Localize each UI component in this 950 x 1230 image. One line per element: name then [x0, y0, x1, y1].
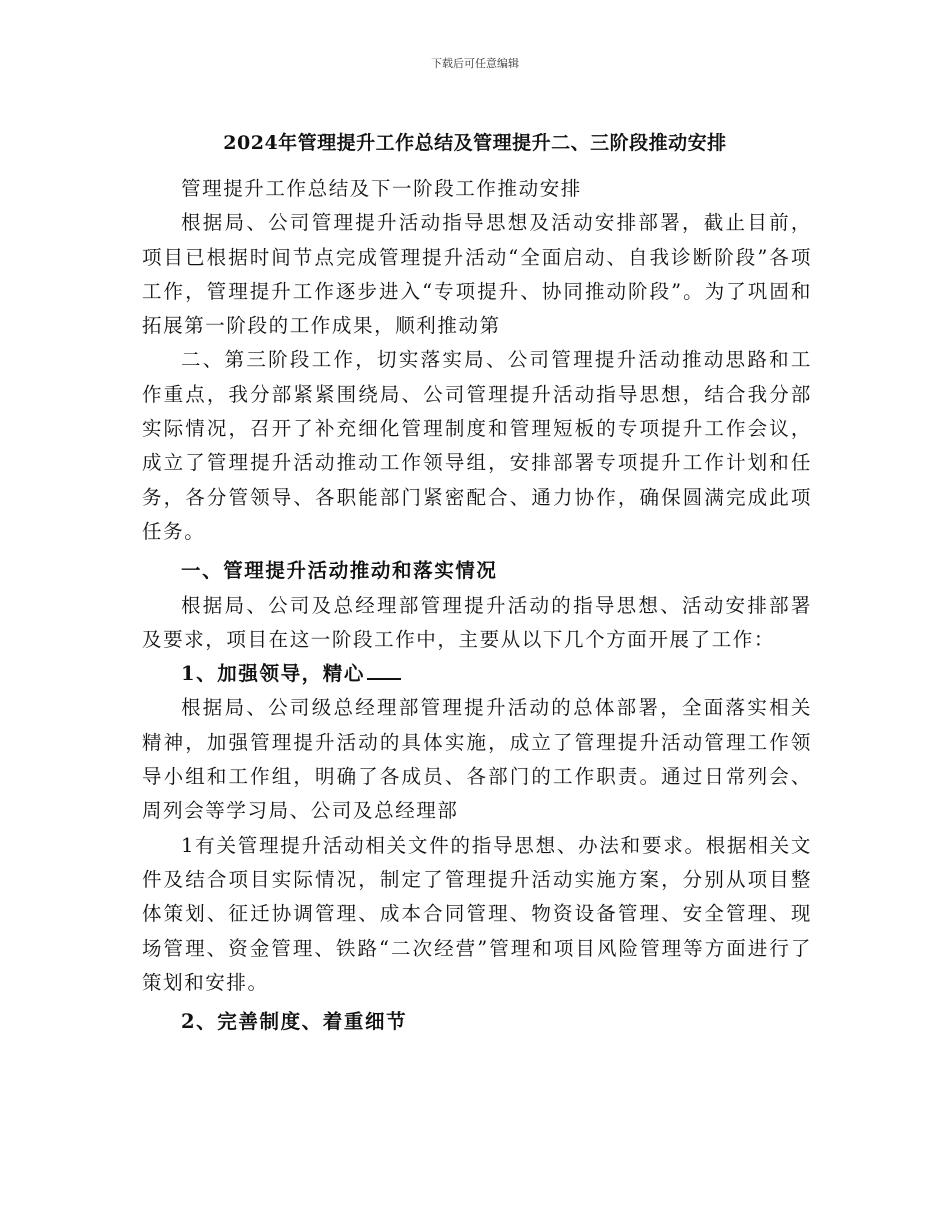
- paragraph-work-overview: 根据局、公司及总经理部管理提升活动的指导思想、活动安排部署及要求，项目在这一阶段工作中，主要从以下几个方面开展了工作：: [142, 593, 812, 651]
- paragraph-implementation-plan: 1有关管理提升活动相关文件的指导思想、办法和要求。根据相关文件及结合项目实际情况，制定了管理提升活动实施方案，分别从项目整体策划、征迁协调管理、成本合同管理、物资设备管理、安全管理、现场管理、资金管理、铁路“二次经营”管理和项目风险管理等方面进行了策划和安排。: [142, 833, 812, 994]
- section-heading-1: 一、管理提升活动推动和落实情况: [181, 559, 498, 583]
- subsection-heading-1: [142, 657, 812, 691]
- paragraph-stage-two-three: 二、第三阶段工作，切实落实局、公司管理提升活动推动思路和工作重点，我分部紧紧围绕局、公司管理提升活动指导思想，结合我分部实际情况，召开了补充细化管理制度和管理短板的专项提升工作会议，成立了管理提升活动推动工作领导组，安排部署专项提升工作计划和任务，各分管领导、各职能部门紧密配合、通力协作，确保圆满完成此项任务。: [142, 348, 812, 543]
- paragraph-intro: 根据局、公司管理提升活动指导思想及活动安排部署，截止目前，项目已根据时间节点完成管理提升活动“全面启动、自我诊断阶段”各项工作，管理提升工作逐步进入“专项提升、协同推动阶段”。为了巩固和拓展第一阶段的工作成果，顺利推动第: [142, 211, 812, 338]
- document-body: [142, 172, 812, 1039]
- paragraph-subtitle: 管理提升工作总结及下一阶段工作推动安排: [181, 177, 582, 200]
- blank-underline: [367, 660, 401, 680]
- subsection-heading-2: 2、完善制度、着重细节: [181, 1010, 408, 1034]
- subsection-heading-1-text: 1、加强领导，精心: [181, 662, 365, 686]
- paragraph-leadership: 根据局、公司级总经理部管理提升活动的总体部署，全面落实相关精神，加强管理提升活动的具体实施，成立了管理提升活动管理工作领导小组和工作组，明确了各成员、各部门的工作职责。通过日常列会、周列会等学习局、公司及总经理部: [142, 696, 812, 823]
- document-title: 2024年管理提升工作总结及管理提升二、三阶段推动安排: [223, 132, 727, 154]
- header-note: 下载后可任意编辑: [431, 57, 519, 70]
